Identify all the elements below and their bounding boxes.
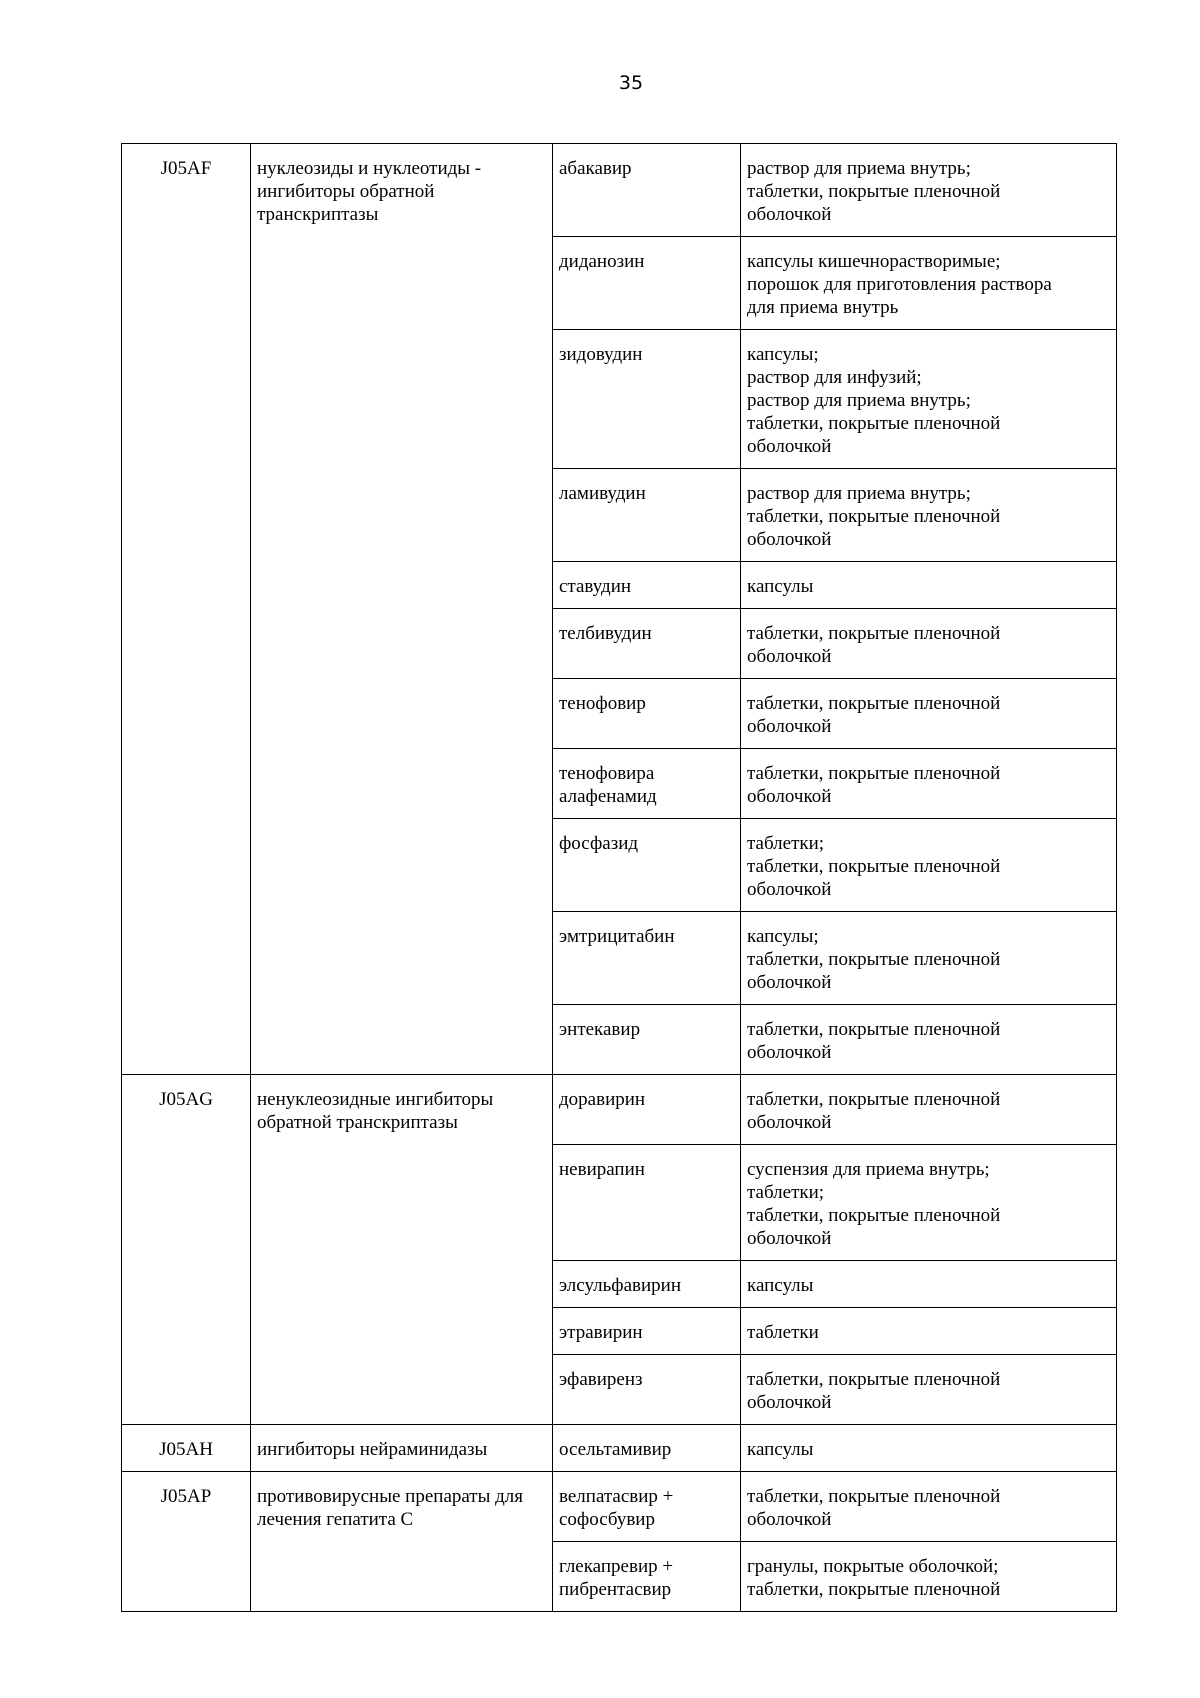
- dosage-form-cell-line: таблетки, покрытые пленочной: [747, 693, 1001, 714]
- dosage-form-cell: [741, 144, 1117, 237]
- drug-name-cell: [553, 469, 741, 562]
- dosage-form-cell-line: оболочкой: [747, 436, 832, 457]
- dosage-form-cell-line: таблетки, покрытые пленочной: [747, 1369, 1001, 1390]
- dosage-form-cell-line: раствор для инфузий;: [747, 367, 922, 388]
- atc-code-cell: [122, 1075, 251, 1425]
- dosage-form-cell-line: таблетки, покрытые пленочной: [747, 1579, 1001, 1600]
- dosage-form-cell-line: таблетки;: [747, 1182, 825, 1203]
- drug-name-cell: [553, 749, 741, 819]
- atc-group-name-cell-line: ненуклеозидные ингибиторы: [257, 1089, 494, 1110]
- dosage-form-cell-line: капсулы;: [747, 344, 819, 365]
- dosage-form-cell-line: таблетки, покрытые пленочной: [747, 1205, 1001, 1226]
- drug-name-cell-line: элсульфавирин: [559, 1275, 682, 1296]
- atc-group-name-cell: [251, 144, 553, 1075]
- dosage-form-cell-line: оболочкой: [747, 529, 832, 550]
- dosage-form-cell: [741, 562, 1117, 609]
- dosage-form-cell-line: оболочкой: [747, 879, 832, 900]
- dosage-form-cell-line: таблетки, покрытые пленочной: [747, 856, 1001, 877]
- drug-name-cell: [553, 819, 741, 912]
- drug-name-cell-line: ламивудин: [559, 483, 646, 504]
- dosage-form-cell: [741, 1145, 1117, 1261]
- dosage-form-cell-line: капсулы кишечнорастворимые;: [747, 251, 1001, 272]
- dosage-form-cell-line: капсулы: [747, 1439, 814, 1460]
- dosage-form-cell-line: таблетки, покрытые пленочной: [747, 506, 1001, 527]
- atc-group-name-cell-line: лечения гепатита C: [257, 1509, 414, 1530]
- dosage-form-cell-line: таблетки, покрытые пленочной: [747, 181, 1001, 202]
- table-body: [122, 144, 1117, 1612]
- drug-name-cell-line: осельтамивир: [559, 1439, 672, 1460]
- drug-name-cell-line: абакавир: [559, 158, 632, 179]
- dosage-form-cell: [741, 237, 1117, 330]
- atc-code-cell: [122, 144, 251, 1075]
- atc-group-name-cell: [251, 1075, 553, 1425]
- dosage-form-cell-line: таблетки, покрытые пленочной: [747, 1019, 1001, 1040]
- atc-group-name-cell-line: ингибиторы нейраминидазы: [257, 1439, 488, 1460]
- dosage-form-cell-line: оболочкой: [747, 204, 832, 225]
- dosage-form-cell-line: капсулы: [747, 1275, 814, 1296]
- drug-name-cell-line: этравирин: [559, 1322, 643, 1343]
- drug-table: [121, 143, 1117, 1612]
- atc-group-name-cell-line: обратной транскриптазы: [257, 1112, 458, 1133]
- drug-name-cell: [553, 1542, 741, 1612]
- table-row: [122, 144, 1117, 237]
- dosage-form-cell-line: таблетки;: [747, 833, 825, 854]
- dosage-form-cell-line: оболочкой: [747, 1042, 832, 1063]
- drug-name-cell-line: тенофовир: [559, 693, 646, 714]
- drug-name-cell-line: эфавиренз: [559, 1369, 643, 1390]
- atc-code-cell: [122, 1425, 251, 1472]
- table-row: [122, 1425, 1117, 1472]
- atc-code-cell-line: J05AP: [160, 1486, 212, 1507]
- drug-name-cell: [553, 1472, 741, 1542]
- drug-name-cell: [553, 1425, 741, 1472]
- drug-name-cell-line: эмтрицитабин: [559, 926, 675, 947]
- dosage-form-cell-line: таблетки: [747, 1322, 819, 1343]
- dosage-form-cell: [741, 679, 1117, 749]
- atc-group-name-cell-line: транскриптазы: [257, 204, 379, 225]
- drug-name-cell-line: энтекавир: [559, 1019, 641, 1040]
- dosage-form-cell: [741, 912, 1117, 1005]
- atc-code-cell-line: J05AG: [159, 1089, 213, 1110]
- atc-group-name-cell-line: нуклеозиды и нуклеотиды -: [257, 158, 482, 179]
- atc-group-name-cell: [251, 1425, 553, 1472]
- dosage-form-cell-line: оболочкой: [747, 646, 832, 667]
- atc-group-name-cell-line: ингибиторы обратной: [257, 181, 435, 202]
- drug-name-cell-line: зидовудин: [559, 344, 643, 365]
- atc-group-name-cell: [251, 1472, 553, 1612]
- dosage-form-cell: [741, 609, 1117, 679]
- drug-name-cell-line: софосбувир: [559, 1509, 655, 1530]
- drug-name-cell-line: доравирин: [559, 1089, 646, 1110]
- atc-code-cell: [122, 1472, 251, 1612]
- dosage-form-cell-line: оболочкой: [747, 1112, 832, 1133]
- dosage-form-cell-line: раствор для приема внутрь;: [747, 158, 971, 179]
- dosage-form-cell-line: капсулы;: [747, 926, 819, 947]
- drug-name-cell-line: ставудин: [559, 576, 632, 597]
- dosage-form-cell-line: оболочкой: [747, 786, 832, 807]
- dosage-form-cell-line: таблетки, покрытые пленочной: [747, 949, 1001, 970]
- dosage-form-cell: [741, 1075, 1117, 1145]
- drug-name-cell: [553, 609, 741, 679]
- drug-name-cell-line: телбивудин: [559, 623, 652, 644]
- dosage-form-cell: [741, 1005, 1117, 1075]
- table-row: [122, 1472, 1117, 1542]
- drug-name-cell: [553, 1355, 741, 1425]
- dosage-form-cell-line: оболочкой: [747, 1509, 832, 1530]
- dosage-form-cell: [741, 749, 1117, 819]
- drug-name-cell-line: алафенамид: [559, 786, 657, 807]
- dosage-form-cell: [741, 1355, 1117, 1425]
- dosage-form-cell: [741, 1542, 1117, 1612]
- dosage-form-cell: [741, 469, 1117, 562]
- drug-name-cell: [553, 912, 741, 1005]
- dosage-form-cell-line: раствор для приема внутрь;: [747, 390, 971, 411]
- dosage-form-cell-line: капсулы: [747, 576, 814, 597]
- dosage-form-cell-line: порошок для приготовления раствора: [747, 274, 1052, 295]
- dosage-form-cell-line: оболочкой: [747, 972, 832, 993]
- table-row: [122, 1075, 1117, 1145]
- dosage-form-cell: [741, 1425, 1117, 1472]
- dosage-form-cell: [741, 1472, 1117, 1542]
- dosage-form-cell-line: оболочкой: [747, 716, 832, 737]
- drug-name-cell-line: велпатасвир +: [559, 1486, 674, 1507]
- dosage-form-cell: [741, 1261, 1117, 1308]
- dosage-form-cell-line: оболочкой: [747, 1228, 832, 1249]
- drug-name-cell: [553, 144, 741, 237]
- page-number: 35: [618, 72, 644, 94]
- dosage-form-cell: [741, 819, 1117, 912]
- drug-name-cell: [553, 679, 741, 749]
- dosage-form-cell-line: таблетки, покрытые пленочной: [747, 763, 1001, 784]
- atc-code-cell-line: J05AF: [160, 158, 212, 179]
- drug-name-cell: [553, 330, 741, 469]
- drug-name-cell: [553, 1261, 741, 1308]
- drug-name-cell: [553, 562, 741, 609]
- atc-group-name-cell-line: противовирусные препараты для: [257, 1486, 524, 1507]
- dosage-form-cell: [741, 330, 1117, 469]
- dosage-form-cell-line: суспензия для приема внутрь;: [747, 1159, 990, 1180]
- dosage-form-cell: [741, 1308, 1117, 1355]
- drug-name-cell-line: тенофовира: [559, 763, 655, 784]
- atc-code-cell-line: J05AH: [159, 1439, 213, 1460]
- drug-name-cell: [553, 1308, 741, 1355]
- drug-name-cell: [553, 1005, 741, 1075]
- dosage-form-cell-line: гранулы, покрытые оболочкой;: [747, 1556, 999, 1577]
- drug-name-cell: [553, 1075, 741, 1145]
- drug-name-cell: [553, 237, 741, 330]
- dosage-form-cell-line: таблетки, покрытые пленочной: [747, 623, 1001, 644]
- drug-name-cell-line: невирапин: [559, 1159, 645, 1180]
- dosage-form-cell-line: оболочкой: [747, 1392, 832, 1413]
- dosage-form-cell-line: таблетки, покрытые пленочной: [747, 1486, 1001, 1507]
- dosage-form-cell-line: таблетки, покрытые пленочной: [747, 1089, 1001, 1110]
- drug-name-cell-line: пибрентасвир: [559, 1579, 672, 1600]
- dosage-form-cell-line: для приема внутрь: [747, 297, 899, 318]
- dosage-form-cell-line: раствор для приема внутрь;: [747, 483, 971, 504]
- drug-name-cell-line: фосфазид: [559, 833, 639, 854]
- drug-name-cell-line: диданозин: [559, 251, 645, 272]
- dosage-form-cell-line: таблетки, покрытые пленочной: [747, 413, 1001, 434]
- drug-name-cell: [553, 1145, 741, 1261]
- drug-name-cell-line: глекапревир +: [559, 1556, 674, 1577]
